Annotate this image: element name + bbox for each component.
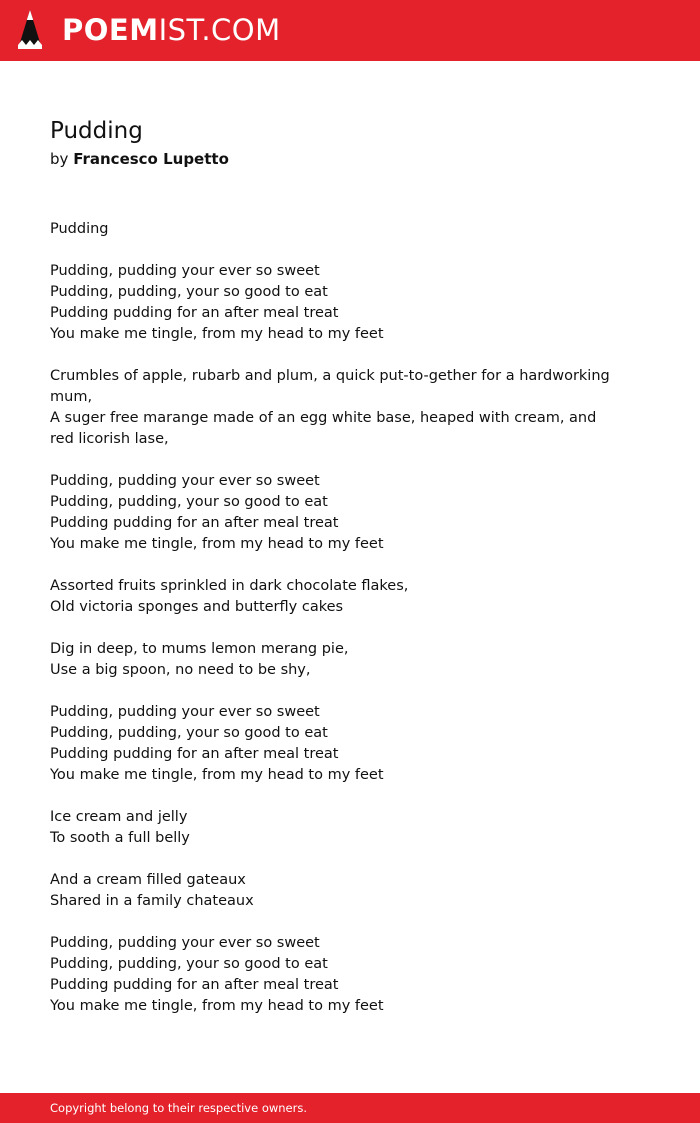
site-footer — [0, 1093, 700, 1123]
stanza-break — [50, 618, 610, 639]
logo-bold-text: POEM — [62, 13, 159, 47]
poem-line: Assorted fruits sprinkled in dark chocolate flakes, — [50, 578, 409, 594]
poem-line: You make me tingle, from my head to my feet — [50, 536, 384, 552]
poem-line: Dig in deep, to mums lemon merang pie, — [50, 641, 349, 657]
poem-line: Old victoria sponges and butterfly cakes — [50, 599, 344, 615]
poem-line: Pudding, pudding your ever so sweet — [50, 473, 320, 489]
author-name: Francesco Lupetto — [73, 150, 229, 168]
poem-line: Crumbles of apple, rubarb and plum, a quick put-to-gether for a hardworking mum, — [50, 368, 610, 405]
stanza-break — [50, 849, 610, 870]
poem-line: Pudding, pudding your ever so sweet — [50, 935, 320, 951]
copyright-text: Copyright belong to their respective owners. — [50, 1101, 308, 1115]
poem-line: Ice cream and jelly — [50, 809, 188, 825]
poem-line: Pudding pudding for an after meal treat — [50, 977, 339, 993]
stanza-break — [50, 345, 610, 366]
poem-line: Pudding pudding for an after meal treat — [50, 515, 339, 531]
poem-line: Pudding pudding for an after meal treat — [50, 305, 339, 321]
poem-line: You make me tingle, from my head to my feet — [50, 326, 384, 342]
poem-line: And a cream filled gateaux — [50, 872, 246, 888]
poem-line: You make me tingle, from my head to my feet — [50, 767, 384, 783]
poem-line: Pudding, pudding your ever so sweet — [50, 704, 320, 720]
stanza-break — [50, 912, 610, 933]
stanza-break — [50, 555, 610, 576]
poem-line: To sooth a full belly — [50, 830, 190, 846]
site-logo[interactable] — [62, 12, 281, 48]
logo-light-text: IST.COM — [158, 13, 281, 47]
stanza-break — [50, 450, 610, 471]
by-label: by — [50, 150, 69, 168]
stanza-break — [50, 240, 610, 261]
poem-line: Pudding pudding for an after meal treat — [50, 746, 339, 762]
poem-body — [50, 219, 610, 1017]
poem-line: A suger free marange made of an egg white base, heaped with cream, and red licorish lase, — [50, 410, 597, 447]
site-header — [0, 0, 700, 61]
byline — [50, 148, 229, 170]
poem-line: Pudding, pudding, your so good to eat — [50, 494, 328, 510]
stanza-break — [50, 681, 610, 702]
poem-line: Pudding, pudding, your so good to eat — [50, 725, 328, 741]
poem-title: Pudding — [50, 118, 143, 144]
pencil-logo-icon — [17, 9, 43, 51]
poem-line: You make me tingle, from my head to my feet — [50, 998, 384, 1014]
stanza-break — [50, 786, 610, 807]
poem-line: Pudding, pudding your ever so sweet — [50, 263, 320, 279]
poem-line: Pudding, pudding, your so good to eat — [50, 956, 328, 972]
poem-line: Pudding — [50, 221, 109, 237]
poem-line: Use a big spoon, no need to be shy, — [50, 662, 311, 678]
poem-line: Shared in a family chateaux — [50, 893, 254, 909]
poem-line: Pudding, pudding, your so good to eat — [50, 284, 328, 300]
